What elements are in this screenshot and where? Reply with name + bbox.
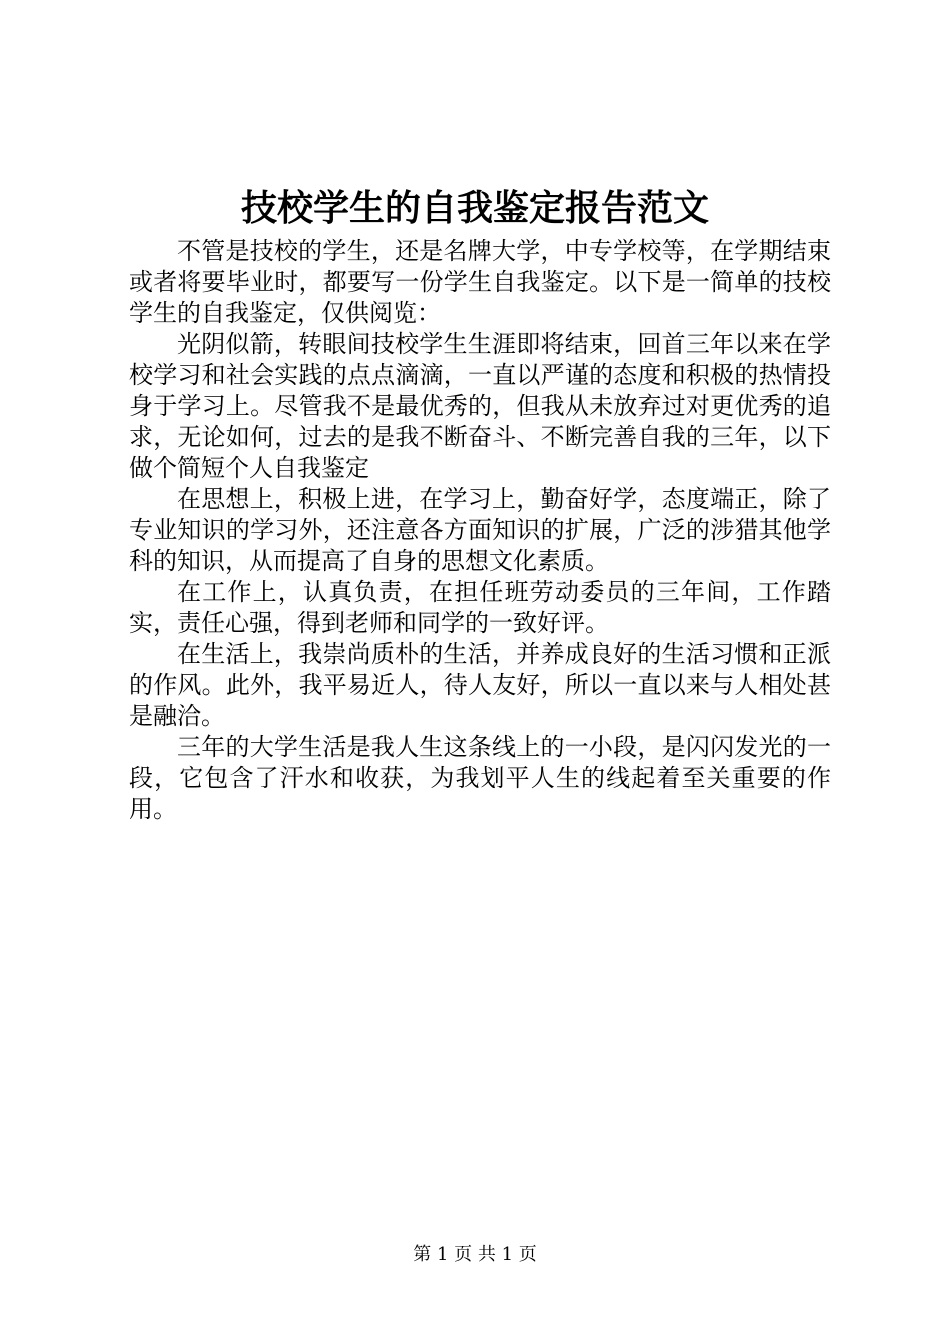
page-number-footer: 第 1 页 共 1 页 xyxy=(413,1244,537,1265)
paragraph: 三年的大学生活是我人生这条线上的一小段，是闪闪发光的一段，它包含了汗水和收获，为我划平人生的线起着至关重要的作用。 xyxy=(129,733,831,823)
paragraph: 光阴似箭，转眼间技校学生生涯即将结束，回首三年以来在学校学习和社会实践的点点滴滴，一直以严谨的态度和积极的热情投身于学习上。尽管我不是最优秀的，但我从未放弃过对更优秀的追求，无论如何，过去的是我不断奋斗、不断完善自我的三年，以下做个简短个人自我鉴定 xyxy=(129,330,831,482)
paragraph: 在思想上，积极上进，在学习上，勤奋好学，态度端正，除了专业知识的学习外，还注意各方面知识的扩展，广泛的涉猎其他学科的知识，从而提高了自身的思想文化素质。 xyxy=(129,485,831,575)
page-title: 技校学生的自我鉴定报告范文 xyxy=(240,187,709,229)
paragraph: 不管是技校的学生，还是名牌大学，中专学校等，在学期结束或者将要毕业时，都要写一份学生自我鉴定。以下是一简单的技校学生的自我鉴定，仅供阅览： xyxy=(129,237,831,327)
paragraph: 在工作上，认真负责，在担任班劳动委员的三年间，工作踏实，责任心强，得到老师和同学的一致好评。 xyxy=(129,578,831,637)
document-body xyxy=(129,236,831,825)
paragraph: 在生活上，我崇尚质朴的生活，并养成良好的生活习惯和正派的作风。此外，我平易近人，待人友好，所以一直以来与人相处甚是融洽。 xyxy=(129,640,831,730)
